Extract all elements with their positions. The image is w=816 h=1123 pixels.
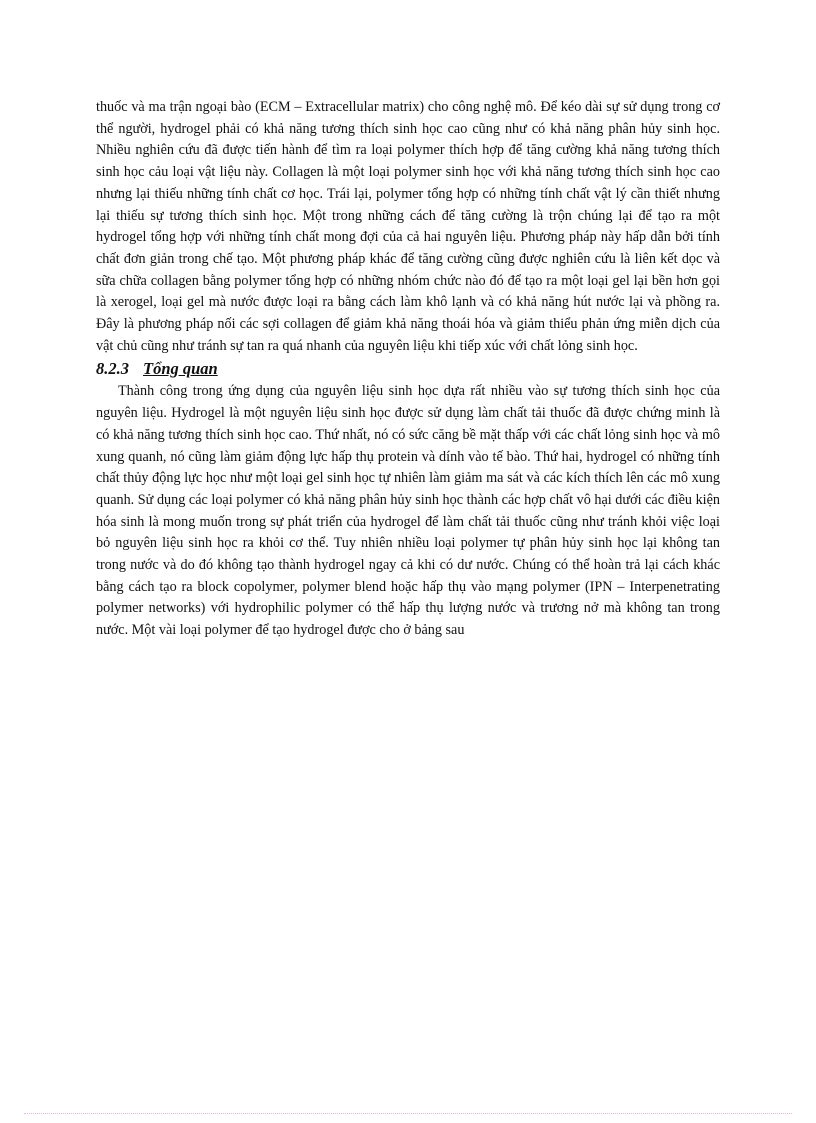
section-number: 8.2.3 <box>96 359 129 379</box>
body-paragraph: thuốc và ma trận ngoại bào (ECM – Extracellular matrix) cho công nghệ mô. Để kéo dài sự sử dụng trong cơ thể người, hydrogel phải có khả năng tương thích sinh học cao cũng như có khả năng phân hủy sinh học. Nhiều nghiên cứu đã được tiến hành để tìm ra loại polymer thích hợp để tăng cường khả năng tương thích sinh học cảu loại vật liệu này. Collagen là một loại polymer sinh học với khả năng tương thích sinh học cao nhưng lại thiếu những tính chất cơ học. Trái lại, polymer tổng hợp có những tính chất vật lý cần thiết nhưng lại thiếu sự tương thích sinh học. Một trong những cách để tăng cường là trộn chúng lại để tạo ra một hydrogel tổng hợp với những tính chất mong đợi của cả hai nguyên liệu. Phương pháp này hấp dẫn bởi tính chất đơn giản trong chế tạo. Một phương pháp khác để tăng cường cũng được nghiên cứu là liên kết dọc và sữa chữa collagen bằng polymer tổng hợp có những nhóm chức nào đó để tạo ra một loại gel lại bền hơn gọi là xerogel, loại gel mà nước được loại ra bằng cách làm khô lạnh và có khả năng hút nước lại và phồng ra. Đây là phương pháp nối các sợi collagen để giảm khả năng thoái hóa và giảm thiểu phản ứng miễn dịch của vật chủ cũng như tránh sự tan ra quá nhanh của nguyên liệu khi tiếp xúc với chất lỏng sinh học. <box>96 99 720 354</box>
body-paragraph: Thành công trong ứng dụng của nguyên liệu sinh học dựa rất nhiều vào sự tương thích sinh học của nguyên liệu. Hydrogel là một nguyên liệu sinh học được sử dụng làm chất tải thuốc đã được chứng minh là có khả năng tương thích sinh học cao. Thứ nhất, nó có sức căng bề mặt thấp với các chất lỏng sinh học và mô xung quanh, nó cũng làm giảm động lực hấp thụ protein và dính vào tế bào. Thứ hai, hydrogel có những tính chất thủy động lực học như một loại gel sinh học tự nhiên làm giảm ma sát và các kích thích lên các mô xung quanh. Sử dụng các loại polymer có khả năng phân hủy sinh học thành các hợp chất vô hại dưới các điều kiện hóa sinh là mong muốn trong sự phát triển của hydrogel để làm chất tải thuốc cũng như tránh khỏi việc loại bỏ nguyên liệu sinh học ra khỏi cơ thể. Tuy nhiên nhiều loại polymer tự phân hủy sinh học lại không tan trong nước và do đó không tạo thành hydrogel ngay cả khi có dư nước. Chúng có thể hoàn trả lại cách khác bằng cách tạo ra block copolymer, polymer blend hoặc hấp thụ vào mạng polymer (IPN – Interpenetrating polymer networks) với hydrophilic polymer có thể hấp thụ lượng nước và trương nở mà không tan trong nước. Một vài loại polymer để tạo hydrogel được cho ở bảng sau <box>96 383 720 639</box>
section-heading <box>96 357 720 381</box>
document-page <box>96 97 720 642</box>
section-title: Tổng quan <box>143 359 218 379</box>
page-boundary-divider <box>24 1113 792 1114</box>
